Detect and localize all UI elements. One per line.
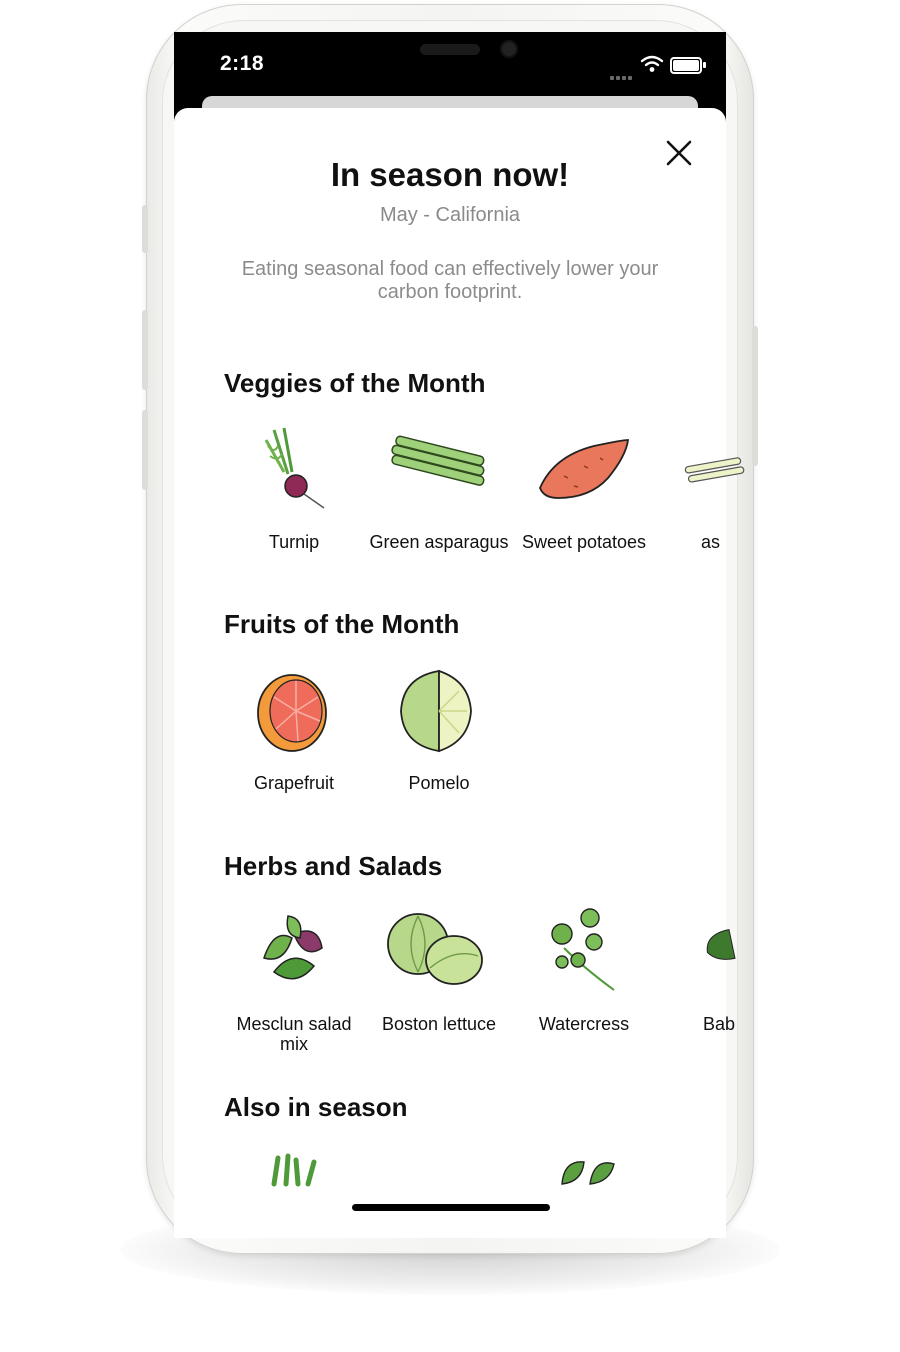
- also-in-season-row: [224, 1154, 726, 1184]
- asparagus-icon: [685, 426, 765, 516]
- mesclun-icon: [244, 908, 344, 998]
- description: Eating seasonal food can effectively lower your carbon footprint.: [241, 258, 659, 303]
- section-title-fruits: Fruits of the Month: [224, 609, 460, 639]
- speaker-grille: [420, 44, 480, 55]
- boston-lettuce-icon: [369, 908, 499, 998]
- spinach-icon: [554, 1154, 624, 1184]
- item-label: as: [701, 532, 721, 552]
- baby-spinach-icon: [699, 908, 759, 998]
- item-label: Turnip: [268, 532, 320, 552]
- item-label: Green asparagus: [369, 532, 509, 552]
- month-location: May - California: [379, 204, 521, 226]
- in-season-sheet: [174, 108, 736, 1238]
- battery-icon: [670, 57, 702, 74]
- veggies-row: [224, 426, 726, 586]
- celery-icon: [264, 1154, 334, 1184]
- home-indicator[interactable]: [352, 1204, 550, 1211]
- item-label: Pomelo: [408, 773, 470, 793]
- turnip-icon: [244, 426, 344, 516]
- item-label: Boston lettuce: [381, 1014, 497, 1034]
- phone-screen: [174, 32, 736, 1226]
- herbs-row: [224, 908, 736, 1068]
- volume-up-button: [142, 310, 148, 390]
- status-time: 2:18: [220, 52, 265, 75]
- item-label: Sweet potatoes: [521, 532, 647, 552]
- wifi-icon: [640, 55, 664, 73]
- green-asparagus-icon: [374, 426, 504, 516]
- volume-down-button: [142, 410, 148, 490]
- grapefruit-icon: [244, 667, 344, 757]
- watercress-icon: [534, 908, 634, 998]
- section-title-veggies: Veggies of the Month: [224, 368, 486, 398]
- front-camera: [500, 40, 518, 58]
- item-label: Mesclun salad mix: [236, 1014, 352, 1054]
- pomelo-icon: [389, 667, 489, 757]
- item-label: Bab: [703, 1014, 736, 1034]
- sweet-potato-icon: [514, 426, 654, 516]
- cellular-signal-icon: [610, 67, 634, 85]
- mute-switch: [142, 205, 148, 253]
- item-label: Watercress: [538, 1014, 630, 1034]
- section-title-also-in-season: Also in season: [224, 1092, 408, 1122]
- page-title: In season now!: [330, 156, 570, 193]
- section-title-herbs: Herbs and Salads: [224, 851, 443, 881]
- item-label: Grapefruit: [253, 773, 335, 793]
- fruits-row: [224, 667, 726, 827]
